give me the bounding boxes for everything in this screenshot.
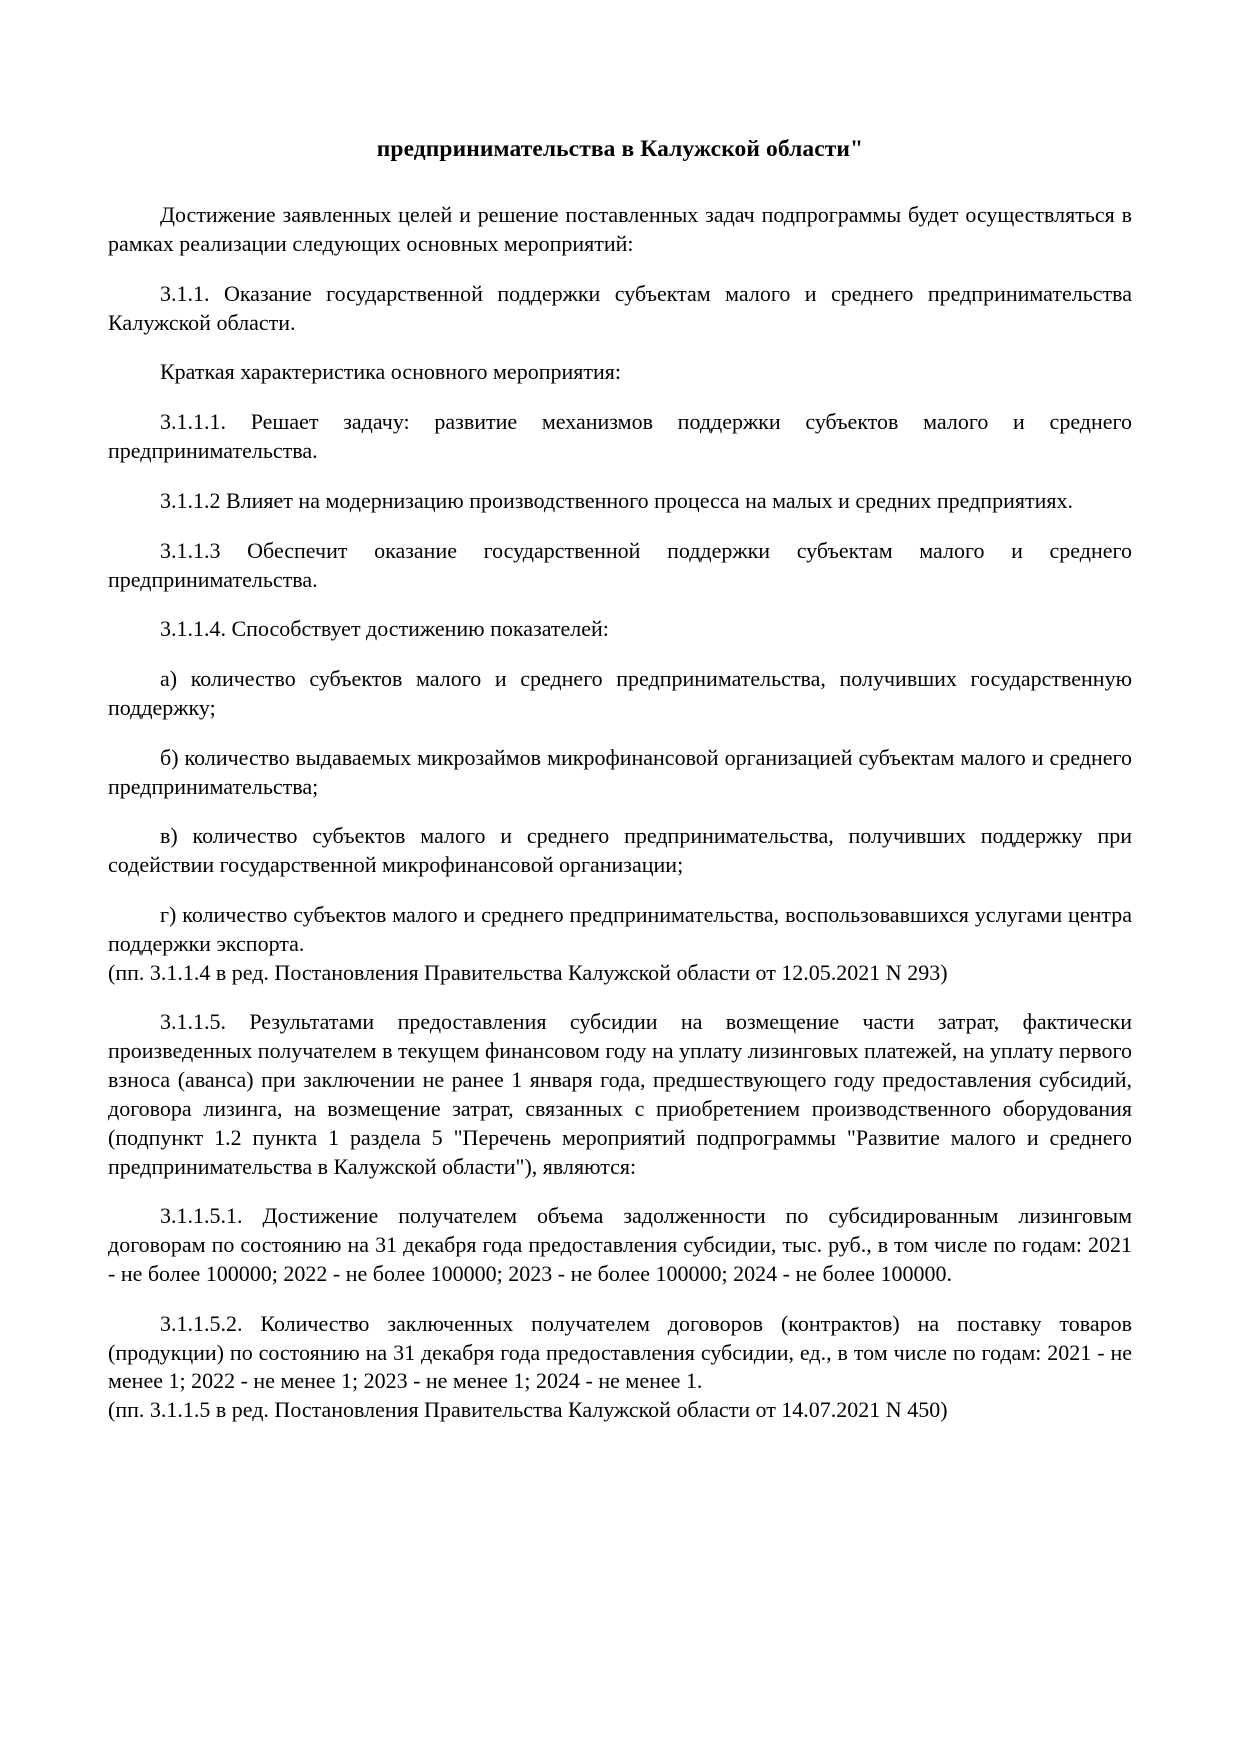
paragraph-reference-293: (пп. 3.1.1.4 в ред. Постановления Правительства Калужской области от 12.05.2021 N 293) xyxy=(108,959,948,985)
paragraph-item-3-1-1-5-1: 3.1.1.5.1. Достижение получателем объема задолженности по субсидированным лизинговым договорам по состоянию на 31 декабря года предоставления субсидии, тыс. руб., в том числе по годам: 2021 - не более 100000; 2022 - не более 100000; 2023 - не более 100000; 2024 - не более 100000. xyxy=(108,1203,1132,1286)
paragraph-reference-450: (пп. 3.1.1.5 в ред. Постановления Правительства Калужской области от 14.07.2021 N 450) xyxy=(108,1397,948,1423)
paragraph-item-3-1-1-2: 3.1.1.2 Влияет на модернизацию производственного процесса на малых и средних предприятиях. xyxy=(160,487,1073,513)
paragraph-item-b: б) количество выдаваемых микрозаймов микрофинансовой организацией субъектам малого и среднего предпринимательства; xyxy=(108,744,1132,799)
paragraph-item-3-1-1-4: 3.1.1.4. Способствует достижению показателей: xyxy=(160,616,609,642)
paragraph-intro: Достижение заявленных целей и решение поставленных задач подпрограммы будет осуществляться в рамках реализации следующих основных мероприятий: xyxy=(108,202,1132,256)
paragraph-item-3-1-1-3: 3.1.1.3 Обеспечит оказание государственной поддержки субъектам малого и среднего предпринимательства. xyxy=(108,537,1132,592)
paragraph-item-g: г) количество субъектов малого и среднего предпринимательства, воспользовавшихся услугами центра поддержки экспорта. xyxy=(108,902,1132,956)
paragraph-item-3-1-1-1: 3.1.1.1. Решает задачу: развитие механизмов поддержки субъектов малого и среднего предпринимательства. xyxy=(108,409,1132,464)
page-title: предпринимательства в Калужской области" xyxy=(376,136,864,162)
paragraph-item-v: в) количество субъектов малого и среднего предпринимательства, получивших поддержку при содействии государственной микрофинансовой организации; xyxy=(108,823,1132,878)
paragraph-item-3-1-1: 3.1.1. Оказание государственной поддержки субъектам малого и среднего предпринимательства Калужской области. xyxy=(108,280,1132,335)
document-body xyxy=(108,201,1132,1425)
paragraph-item-3-1-1-5: 3.1.1.5. Результатами предоставления субсидии на возмещение части затрат, фактически произведенных получателем в текущем финансовом году на уплату лизинговых платежей, на уплату первого взноса (аванса) при заключении не ранее 1 января года, предшествующего году предоставления субсидий, договора лизинга, на возмещение затрат, связанных с приобретением производственного оборудования (подпункт 1.2 пункта 1 раздела 5 "Перечень мероприятий подпрограммы "Развитие малого и среднего предпринимательства в Калужской области"), являются: xyxy=(108,1009,1132,1179)
paragraph-item-3-1-1-5-2: 3.1.1.5.2. Количество заключенных получателем договоров (контрактов) на поставку товаров (продукции) по состоянию на 31 декабря года предоставления субсидии, ед., в том числе по годам: 2021 - не менее 1; 2022 - не менее 1; 2023 - не менее 1; 2024 - не менее 1. xyxy=(108,1310,1132,1394)
paragraph-short-characteristic: Краткая характеристика основного мероприятия: xyxy=(160,359,621,385)
paragraph-item-a: а) количество субъектов малого и среднего предпринимательства, получивших государственную поддержку; xyxy=(108,666,1132,720)
